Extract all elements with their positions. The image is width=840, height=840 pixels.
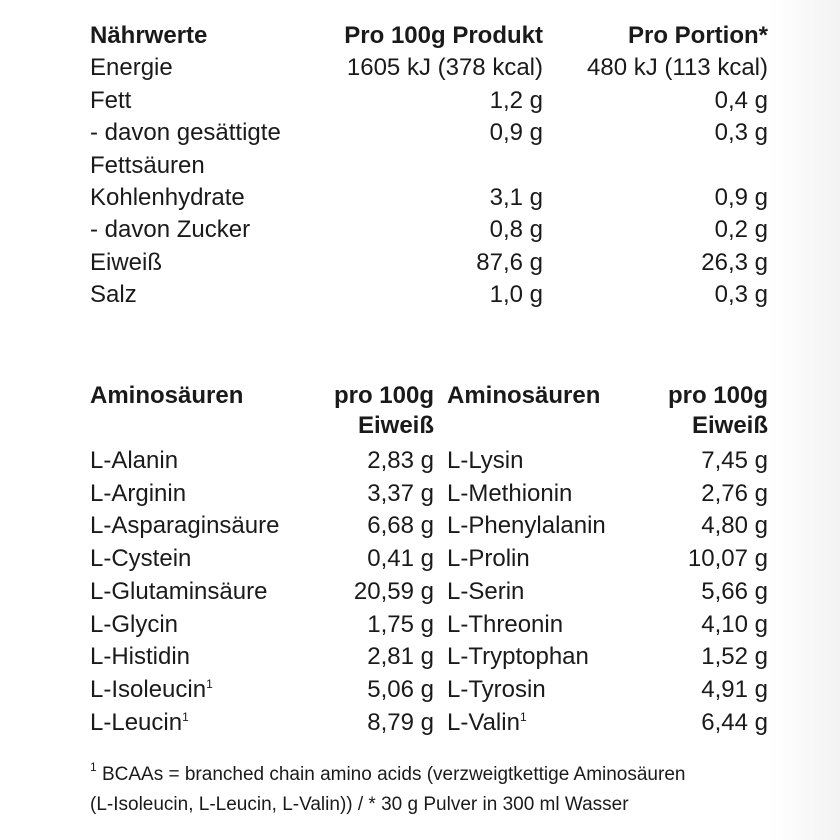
amino-acid-value: 20,59 g [353,577,434,605]
header-nutrient-name: Nährwerte [90,22,208,49]
amino-row-right [0,641,840,673]
amino-acid-value: 2,76 g [701,479,768,507]
amino-acid-name-text: L-Serin [447,577,525,605]
footnote-marker: 1 [90,760,97,774]
nutrient-name: Eiweiß [90,248,163,276]
amino-acid-name [447,510,606,542]
amino-header-name-right: Aminosäuren [447,382,601,409]
footnote-reference: 1 [206,676,213,691]
amino-header-name-left: Aminosäuren [90,382,244,409]
amino-acid-name-text: L-Prolin [447,545,530,573]
nutrition-row [0,247,840,279]
amino-acid-value: 4,80 g [701,512,768,540]
amino-header-value-left [300,380,434,412]
amino-acid-value: 1,75 g [367,610,434,638]
amino-acid-name-text: L-Glycin [90,610,179,638]
nutrient-name: - davon Zucker [90,216,251,244]
amino-header-row [0,380,840,412]
footnote-line-2 [90,790,629,820]
amino-acid-value: 2,83 g [367,447,434,474]
amino-acid-name-text: L-Leucin [90,708,183,736]
nutrient-name: Fettsäuren [90,151,205,179]
amino-acid-name-text: L-Alanin [90,447,179,474]
per-portion-value: 0,2 g [714,216,768,244]
amino-acid-name-text: L-Cystein [90,545,192,573]
nutrition-row [0,117,840,149]
amino-acid-name-text: L-Tyrosin [447,675,546,703]
amino-acid-name [447,609,563,641]
amino-row-right [0,674,840,706]
amino-header-value-left-line2: Eiweiß [357,412,434,439]
amino-acid-name [447,674,546,706]
amino-acid-name-text: L-Valin [447,708,520,736]
amino-acid-name-text: L-Isoleucin [90,675,207,703]
amino-acid-name-text: L-Methionin [447,479,573,507]
nutrition-row [0,52,840,84]
amino-acid-value: 4,91 g [701,675,768,703]
header-per-100g-value: Pro 100g Produkt [344,22,543,49]
amino-acid-name-text: L-Phenylalanin [447,512,606,540]
amino-header-value-right [620,380,768,412]
amino-acid-name [447,478,572,510]
amino-acid-name-text: L-Histidin [90,643,191,671]
per-100g-value: 0,8 g [489,216,543,244]
amino-acid-name [447,543,530,575]
footnote-text-1: BCAAs = branched chain amino acids (verzweigtkettige Aminosäuren [96,764,686,785]
per-portion-value: 0,4 g [714,86,768,114]
nutrient-name: Fett [90,86,132,114]
amino-acid-value: 6,44 g [701,708,768,736]
nutrient-name: Kohlenhydrate [90,184,245,211]
amino-acid-value: 0,41 g [367,545,434,573]
header-per-portion-value: Pro Portion* [627,22,768,49]
nutrition-row [0,279,840,311]
per-100g-value: 0,9 g [489,119,543,147]
amino-acid-name-text: L-Glutaminsäure [90,577,268,605]
amino-acid-value: 4,10 g [701,610,768,638]
nutrition-row [0,85,840,117]
per-portion-value: 26,3 g [701,248,768,276]
footnote-text-2: (L-Isoleucin, L-Leucin, L-Valin)) / * 30 g Pulver in 300 ml Wasser [90,794,629,815]
amino-acid-value: 2,81 g [367,643,434,671]
amino-row-right [0,576,840,608]
per-100g-value: 1605 kJ (378 kcal) [346,54,543,82]
footnote-reference: 1 [182,709,189,724]
amino-row-right [0,510,840,542]
amino-acid-value: 3,37 g [367,479,434,507]
per-100g-value: 87,6 g [476,248,543,276]
per-100g-value: 3,1 g [489,184,543,211]
per-100g-value: 1,2 g [489,86,543,114]
per-portion-value: 0,3 g [714,281,768,309]
footnote-reference: 1 [519,709,527,724]
nutrient-name: Energie [90,54,173,82]
amino-row-right [0,478,840,510]
nutrient-name: Salz [90,281,137,309]
amino-acid-value: 5,06 g [367,675,434,703]
nutrition-row [0,214,840,246]
amino-acid-value: 5,66 g [701,577,768,605]
amino-header-value-left-line1: pro 100g [333,382,434,409]
amino-acid-name-text: L-Lysin [447,447,524,474]
amino-acid-value: 8,79 g [367,708,434,736]
amino-row-right [0,445,840,477]
amino-acid-value: 7,45 g [701,447,768,474]
amino-acid-name-text: L-Arginin [90,479,187,507]
amino-acid-name-text: L-Asparaginsäure [90,512,280,540]
per-portion-value: 480 kJ (113 kcal) [587,54,768,82]
per-portion-value: 0,9 g [714,184,768,211]
amino-acid-value: 10,07 g [687,545,768,573]
footnote-line-1 [90,760,685,790]
amino-header-value-right-line2: Eiweiß [691,412,768,439]
nutrition-header-row [0,20,840,52]
amino-row-right [0,543,840,575]
amino-header-value-right-line1: pro 100g [667,382,768,409]
amino-header-row-2 [0,410,840,442]
amino-acid-name [447,641,589,673]
amino-acid-name [447,707,527,739]
per-portion-value: 0,3 g [714,119,768,147]
amino-acid-name [447,445,523,477]
amino-acid-value: 1,52 g [701,643,768,671]
amino-acid-value: 6,68 g [367,512,434,540]
nutrition-row [0,182,840,214]
amino-row-right [0,707,840,739]
amino-acid-name-text: L-Tryptophan [447,643,589,671]
per-100g-value: 1,0 g [489,281,543,309]
amino-acid-name-text: L-Threonin [447,610,564,638]
amino-row-right [0,609,840,641]
nutrition-row [0,150,840,182]
amino-acid-name [447,576,524,608]
nutrient-name: - davon gesättigte [90,119,281,147]
